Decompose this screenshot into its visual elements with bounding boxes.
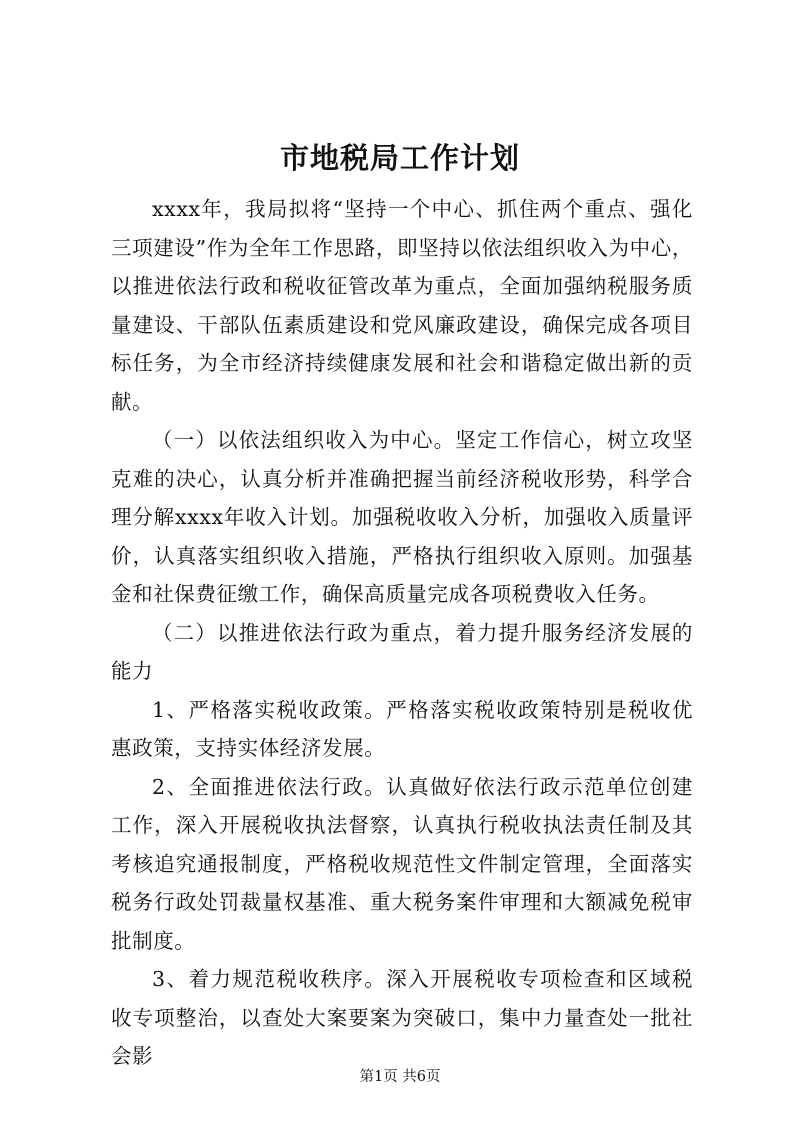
paragraph-item-1: 1、严格落实税收政策。严格落实税收政策特别是税收优惠政策，支持实体经济发展。 [111, 697, 693, 760]
paragraph-intro: xxxx年，我局拟将“坚持一个中心、抓住两个重点、强化三项建设”作为全年工作思路，即坚持以依法组织收入为中心，以推进依法行政和税收征管改革为重点，全面加强纳税服务质量建设、干部队伍素质建设和党风廉政建设，确保完成各项目标任务，为全市经济持续健康发展和社会和谐稳定做出新的贡献。 [111, 197, 693, 414]
paragraph-item-3: 3、着力规范税收秩序。深入开展税收专项检查和区域税收专项整治，以查处大案要案为突破口，集中力量查处一批社会影 [111, 967, 693, 1068]
paragraph-section-2: （二）以推进依法行政为重点，着力提升服务经济发展的能力 [111, 620, 693, 683]
paragraph-item-2: 2、全面推进依法行政。认真做好依法行政示范单位创建工作，深入开展税收执法督察，认真执行税收执法责任制及其考核追究通报制度，严格税收规范性文件制定管理，全面落实税务行政处罚裁量权基准、重大税务案件审理和大额减免税审批制度。 [111, 774, 693, 953]
document-body [111, 190, 693, 1076]
page-number-footer: 第1页 共6页 [359, 1069, 441, 1085]
page-title: 市地税局工作计划 [279, 141, 520, 175]
paragraph-section-1: （一）以依法组织收入为中心。坚定工作信心，树立攻坚克难的决心，认真分析并准确把握当前经济税收形势，科学合理分解xxxx年收入计划。加强税收收入分析，加强收入质量评价，认真落实组织收入措施，严格执行组织收入原则。加强基金和社保费征缴工作，确保高质量完成各项税费收入任务。 [111, 428, 693, 606]
